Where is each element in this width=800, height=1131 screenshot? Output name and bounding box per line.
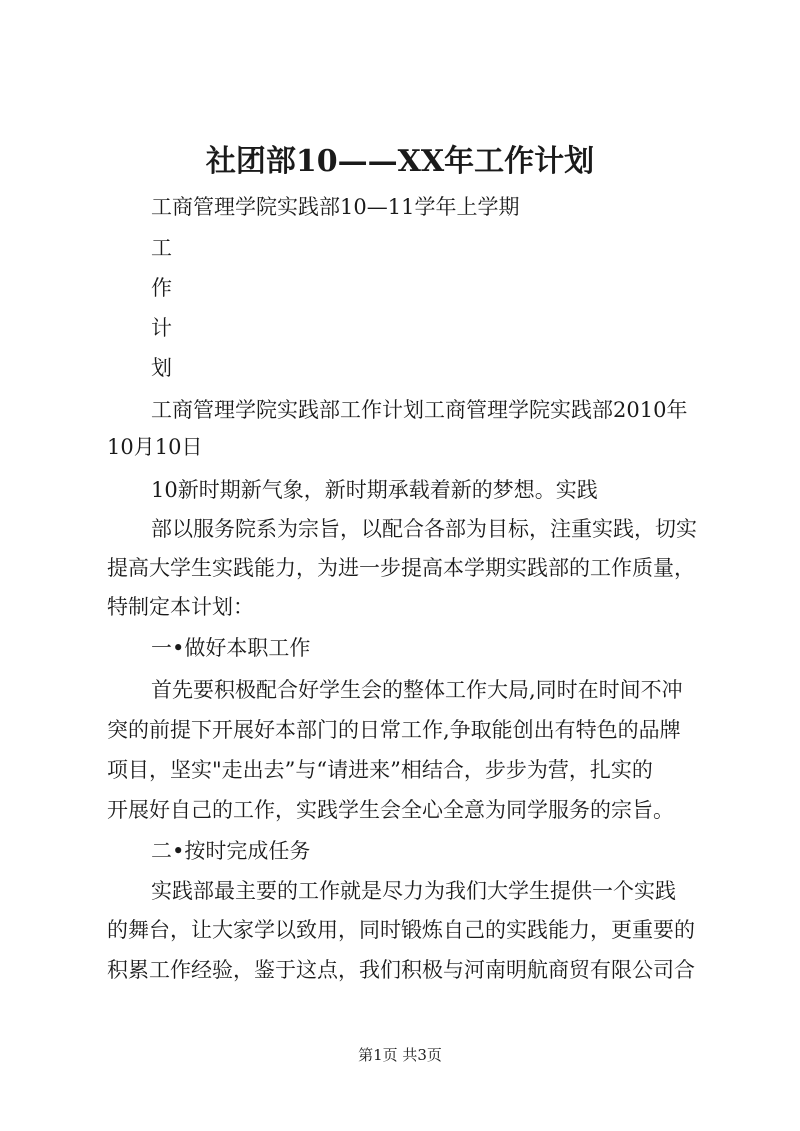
section-1-heading: 一•做好本职工作 (151, 636, 311, 660)
section-2-line-2: 的舞台，让大家学以致用，同时锻炼自己的实践能力，更重要的 (107, 918, 695, 942)
section-1-line-1: 首先要积极配合好学生会的整体工作大局,同时在时间不冲 (151, 678, 683, 702)
vertical-char-3: 计 (151, 316, 172, 340)
intro-line-1: 10新时期新气象，新时期承载着新的梦想。实践 (151, 478, 598, 502)
document-title: 社团部10——XX年工作计划 (205, 144, 595, 179)
section-1-line-3: 项目，坚实"走出去”与“请进来”相结合，步步为营，扎实的 (107, 758, 653, 782)
section-2-line-3: 积累工作经验，鉴于这点，我们积极与河南明航商贸有限公司合 (107, 958, 695, 982)
vertical-char-4: 划 (151, 356, 172, 380)
intro-line-2: 部以服务院系为宗旨，以配合各部为目标，注重实践，切实 (151, 517, 697, 541)
section-2-heading: 二•按时完成任务 (151, 839, 311, 863)
document-subtitle: 工商管理学院实践部10—11学年上学期 (151, 195, 520, 219)
header-line-1: 工商管理学院实践部工作计划工商管理学院实践部2010年 (151, 398, 688, 422)
section-2-line-1: 实践部最主要的工作就是尽力为我们大学生提供一个实践 (151, 879, 676, 903)
vertical-char-2: 作 (151, 276, 172, 300)
intro-line-4: 特制定本计划： (107, 595, 254, 619)
page-number-footer: 第1页 共3页 (358, 1046, 442, 1064)
intro-line-3: 提高大学生实践能力，为进一步提高本学期实践部的工作质量， (107, 556, 695, 580)
header-line-2: 10月10日 (107, 435, 203, 459)
vertical-char-1: 工 (151, 236, 172, 260)
section-1-line-2: 突的前提下开展好本部门的日常工作,争取能创出有特色的品牌 (107, 718, 681, 742)
section-1-line-4: 开展好自己的工作，实践学生会全心全意为同学服务的宗旨。 (107, 798, 674, 822)
